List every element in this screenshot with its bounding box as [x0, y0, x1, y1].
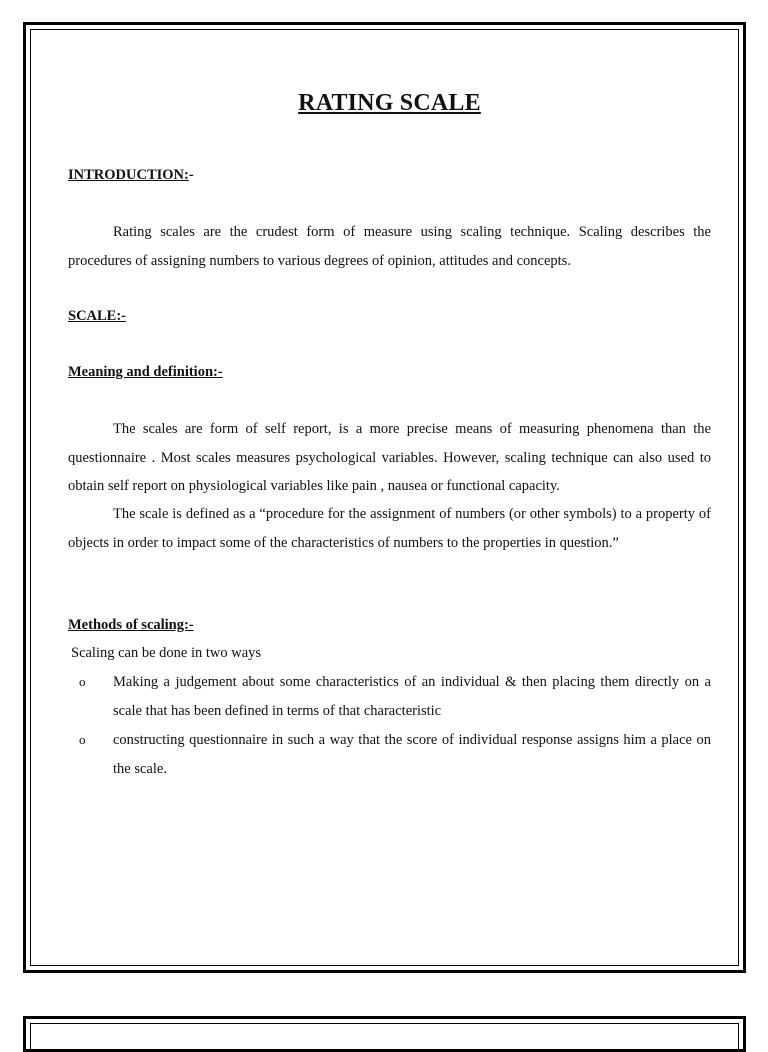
list-item	[68, 668, 711, 725]
document-title: RATING SCALE	[298, 90, 481, 116]
methods-list	[68, 668, 711, 783]
scale-heading	[68, 308, 126, 325]
introduction-heading-suffix: -	[188, 167, 194, 183]
meaning-paragraph-2: The scale is defined as a “procedure for the assignment of numbers (or other symbols) to a property of objects in order to impact some of the characteristics of numbers to the properties in question.”	[68, 506, 711, 551]
meaning-heading	[68, 364, 223, 381]
bullet-icon: o	[79, 674, 86, 689]
list-item-text: constructing questionnaire in such a way that the score of individual response assigns him a place on the scale.	[113, 732, 711, 777]
list-item	[68, 726, 711, 783]
methods-heading	[68, 617, 194, 634]
meaning-heading-text: Meaning and definition:-	[68, 364, 223, 380]
introduction-heading	[68, 167, 194, 184]
scale-heading-text: SCALE:-	[68, 308, 127, 324]
bullet-icon: o	[79, 732, 86, 747]
methods-intro: Scaling can be done in two ways	[71, 645, 262, 661]
introduction-heading-text: INTRODUCTION:	[68, 167, 189, 183]
next-page-border	[23, 1016, 746, 1052]
next-page-border-inner	[30, 1023, 739, 1049]
meaning-paragraph-1: The scales are form of self report, is a more precise means of measuring phenomena than the questionnaire . Most scales measures psychological variables. However, scaling technique can also used to obtain self report on physiological variables like pain , nausea or functional capacity.	[68, 421, 711, 494]
introduction-paragraph: Rating scales are the crudest form of measure using scaling technique. Scaling describes the procedures of assigning numbers to various degrees of opinion, attitudes and concepts.	[68, 224, 711, 269]
list-item-text: Making a judgement about some characteristics of an individual & then placing them directly on a scale that has been defined in terms of that characteristic	[113, 674, 711, 719]
methods-heading-text: Methods of scaling:-	[68, 617, 194, 633]
